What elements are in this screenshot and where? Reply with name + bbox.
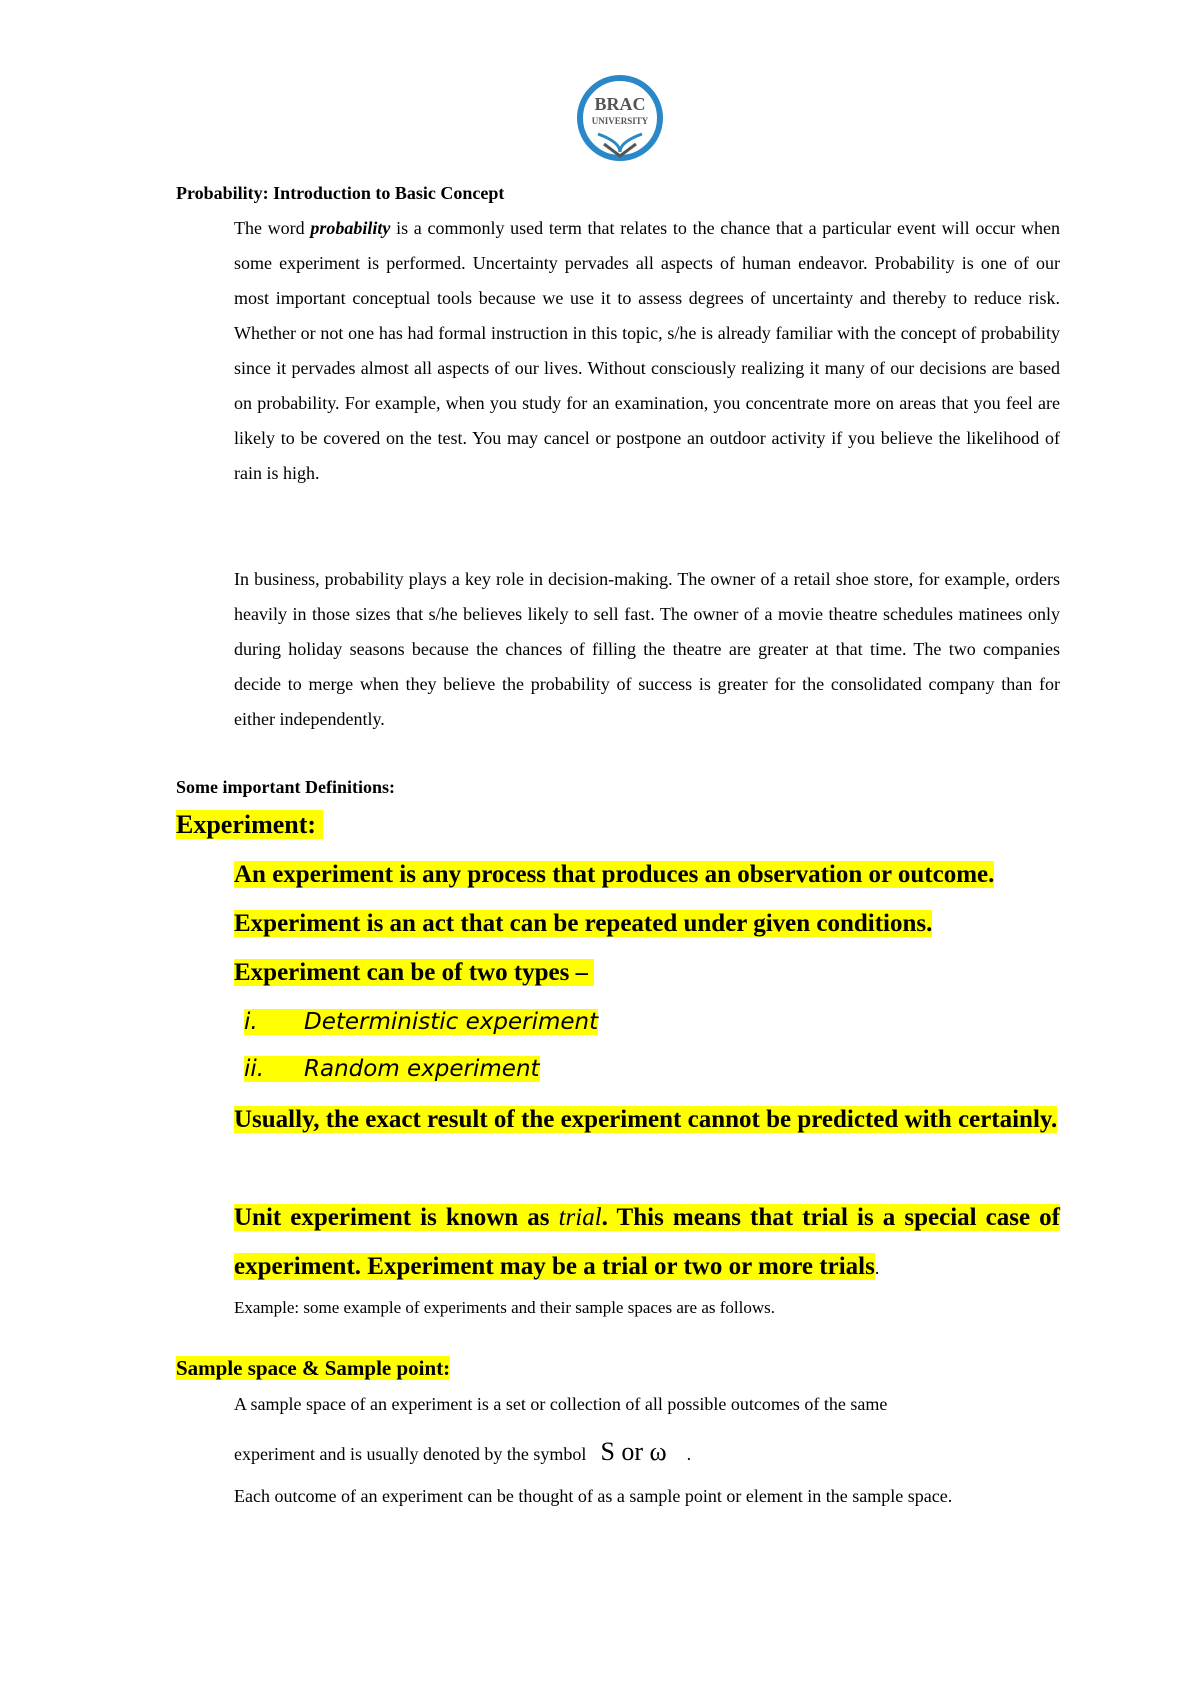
- experiment-type-item: i. Deterministic experiment: [244, 1009, 599, 1035]
- sample-point-line: Each outcome of an experiment can be thought of as a sample point or element in the sample space.: [234, 1486, 953, 1506]
- sample-space-symbol: S or ω: [600, 1437, 667, 1466]
- logo-text-brac: BRAC: [594, 94, 646, 114]
- experiment-type-item: ii. Random experiment: [244, 1056, 540, 1082]
- experiment-line-5: Unit experiment is known as trial. This means that trial is a special case of experiment. Experiment may be a trial or two or more trials.: [234, 1204, 1060, 1280]
- sample-space-line-1: A sample space of an experiment is a set or collection of all possible outcomes of the same: [234, 1394, 888, 1414]
- experiment-line-2: Experiment is an act that can be repeated under given conditions.: [234, 910, 933, 937]
- experiment-line-4: Usually, the exact result of the experiment cannot be predicted with certainly.: [234, 1106, 1058, 1133]
- term-trial: trial: [558, 1204, 602, 1231]
- book-icon: [598, 134, 642, 152]
- intro-paragraph-2: In business, probability plays a key role in decision-making. The owner of a retail shoe store, for example, orders heavily in those sizes that s/he believes likely to sell fast. The owner of a movie theatre schedules matinees only during holiday seasons because the chances of filling the theatre are greater at that time. The two companies decide to merge when they believe the probability of success is greater for the consolidated company than for either independently.: [234, 569, 1060, 729]
- experiment-example: Example: some example of experiments and their sample spaces are as follows.: [234, 1298, 775, 1317]
- experiment-line-1: An experiment is any process that produces an observation or outcome.: [234, 861, 995, 888]
- brac-university-logo: [572, 72, 668, 172]
- definitions-heading: Some important Definitions:: [176, 777, 395, 797]
- intro-paragraph-1: The word probability is a commonly used term that relates to the chance that a particular event will occur when some experiment is performed. Uncertainty pervades all aspects of human endeavor. Probability is one of our most important conceptual tools because we use it to assess degrees of uncertainty and thereby to reduce risk. Whether or not one has had formal instruction in this topic, s/he is already familiar with the concept of probability since it pervades almost all aspects of our lives. Without consciously realizing it many of our decisions are based on probability. For example, when you study for an examination, you concentrate more on areas that you feel are likely to be covered on the test. You may cancel or postpone an outdoor activity if you believe the likelihood of rain is high.: [234, 218, 1060, 483]
- logo-text-university: UNIVERSITY: [591, 116, 649, 126]
- sample-space-title: Sample space & Sample point:: [176, 1356, 451, 1380]
- sample-space-line-2: experiment and is usually denoted by the symbol S or ω .: [234, 1437, 692, 1466]
- page-title: Probability: Introduction to Basic Concept: [176, 183, 505, 203]
- experiment-title: Experiment:: [176, 807, 323, 843]
- experiment-line-3: Experiment can be of two types –: [234, 948, 1060, 997]
- term-probability: probability: [310, 218, 391, 238]
